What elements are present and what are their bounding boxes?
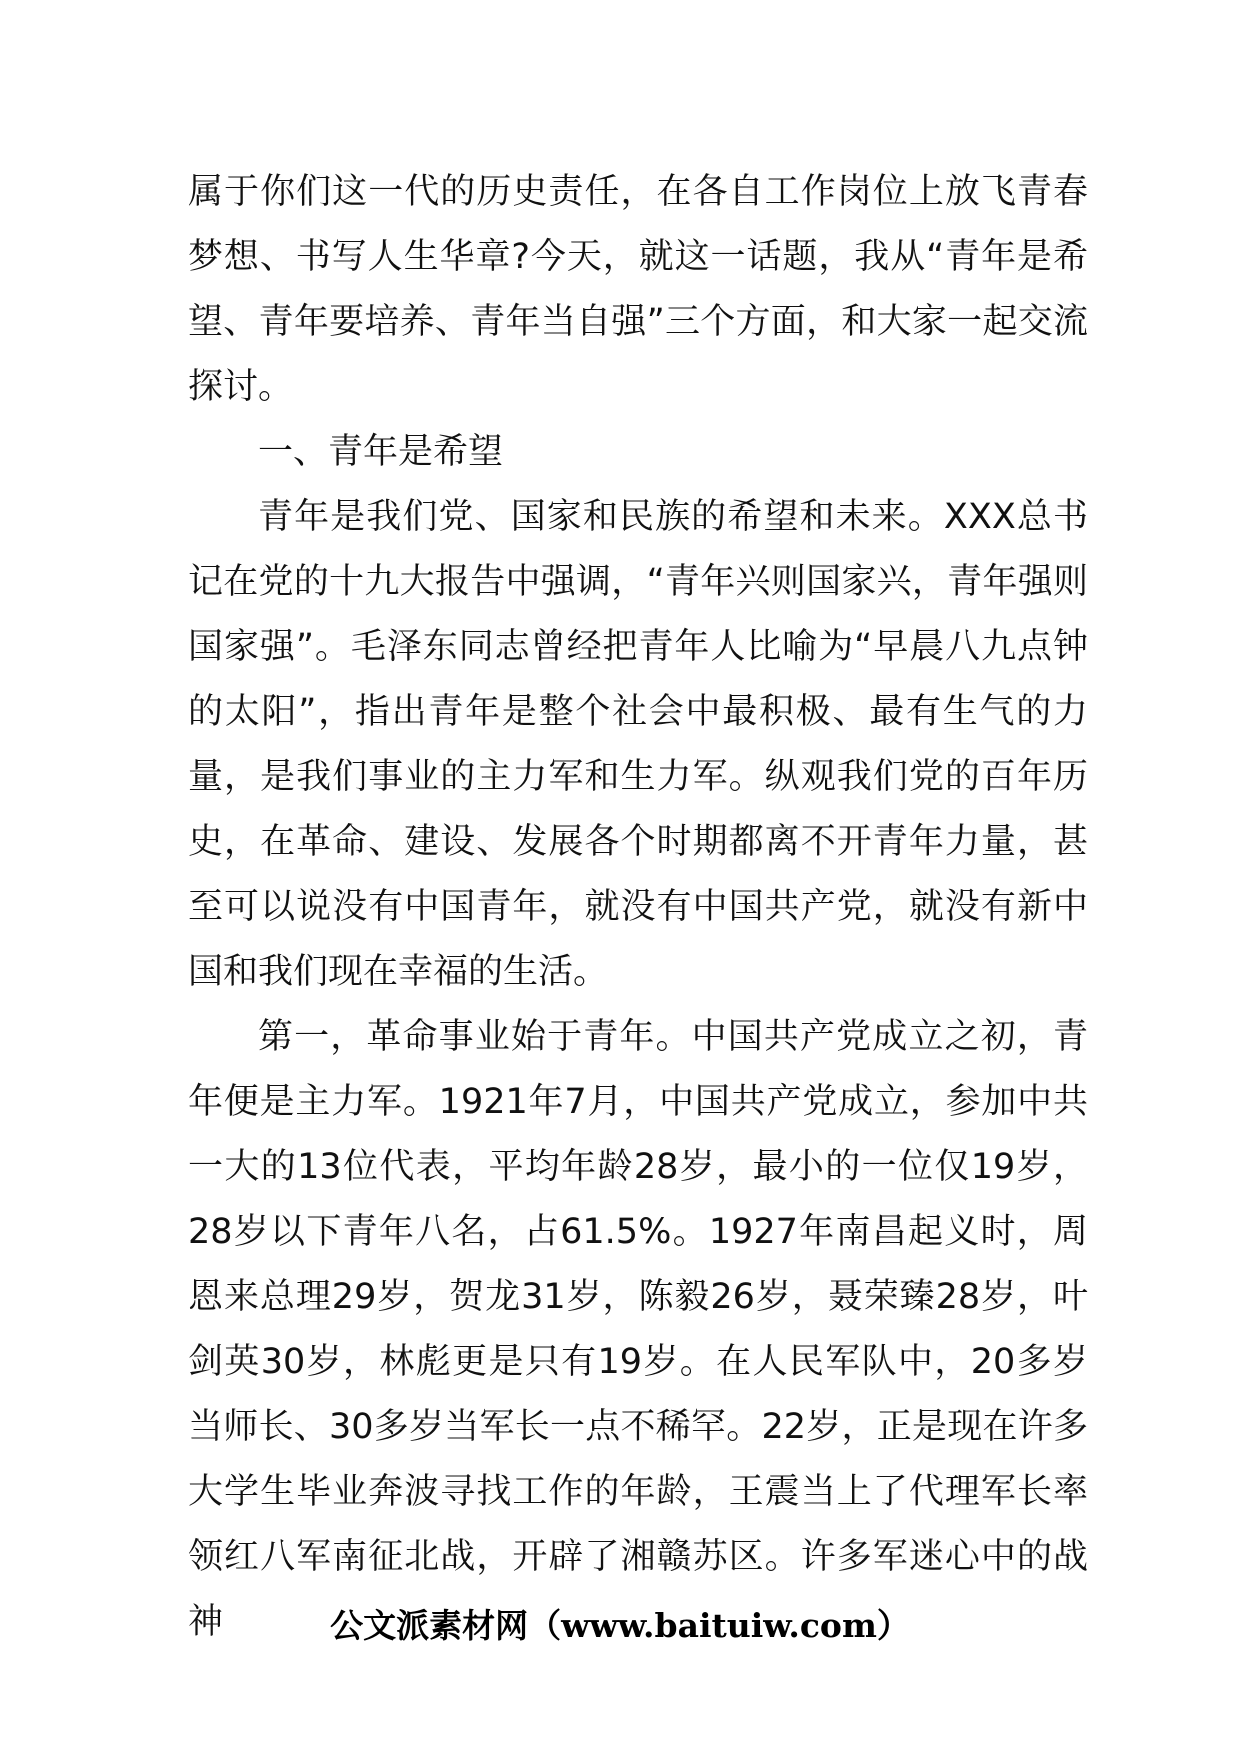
paragraph-revolution-youth: 第一，革命事业始于青年。中国共产党成立之初，青年便是主力军。1921年7月，中国共产党成立，参加中共一大的13位代表，平均年龄28岁，最小的一位仅19岁，28岁以下青年八名，占61.5%。1927年南昌起义时，周恩来总理29岁，贺龙31岁，陈毅26岁，聂荣臻28岁，叶剑英30岁，林彪更是只有19岁。在人民军队中，20多岁当师长、30多岁当军长一点不稀罕。22岁，正是现在许多大学生毕业奔波寻找工作的年龄，王震当上了代理军长率领红八军南征北战，开辟了湘赣苏区。许多军迷心中的战神: [188, 1017, 1088, 1642]
footer-watermark: 公文派素材网（www.baituiw.com）: [330, 1606, 910, 1645]
section-heading: 一、青年是希望: [258, 432, 504, 472]
document-body: [188, 160, 1088, 1655]
paragraph-continuation: 属于你们这一代的历史责任，在各自工作岗位上放飞青春梦想、书写人生华章?今天，就这一话题，我从“青年是希望、青年要培养、青年当自强”三个方面，和大家一起交流探讨。: [188, 172, 1088, 407]
paragraph-youth-hope: 青年是我们党、国家和民族的希望和未来。XXX总书记在党的十九大报告中强调，“青年兴则国家兴，青年强则国家强”。毛泽东同志曾经把青年人比喻为“早晨八九点钟的太阳”，指出青年是整个社会中最积极、最有生气的力量，是我们事业的主力军和生力军。纵观我们党的百年历史，在革命、建设、发展各个时期都离不开青年力量，甚至可以说没有中国青年，就没有中国共产党，就没有新中国和我们现在幸福的生活。: [188, 497, 1088, 992]
